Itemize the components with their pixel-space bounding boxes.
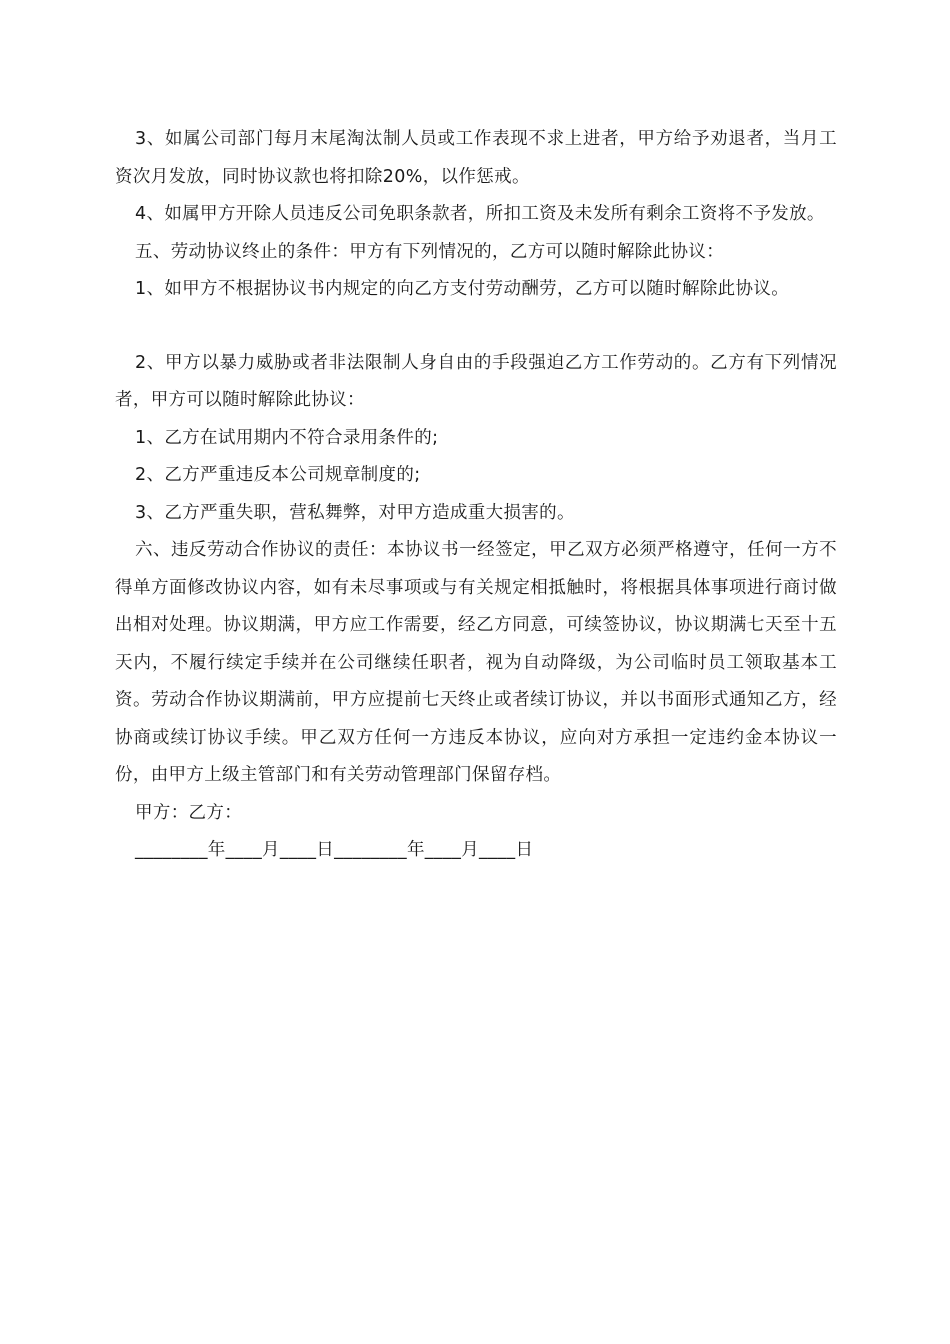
signature-date-line: ________年____月____日________年____月____日 [135, 840, 534, 860]
section-5-item-2: 2、甲方以暴力威胁或者非法限制人身自由的手段强迫乙方工作劳动的。乙方有下列情况者，甲方可以随时解除此协议： [115, 352, 837, 410]
clause-4-termination: 4、如属甲方开除人员违反公司免职条款者，所扣工资及未发所有剩余工资将不予发放。 [135, 204, 825, 224]
signature-parties: 甲方：乙方： [135, 802, 243, 823]
paragraph-gap [115, 309, 837, 345]
section-5-heading: 五、劳动协议终止的条件：甲方有下列情况的，乙方可以随时解除此协议： [135, 241, 725, 262]
section-5-item-1: 1、如甲方不根据协议书内规定的向乙方支付劳动酬劳，乙方可以随时解除此协议。 [135, 279, 790, 299]
party-b-condition-2: 2、乙方严重违反本公司规章制度的; [135, 465, 421, 485]
party-b-condition-1: 1、乙方在试用期内不符合录用条件的; [135, 427, 439, 448]
document-body [115, 121, 837, 870]
party-b-condition-3: 3、乙方严重失职，营私舞弊，对甲方造成重大损害的。 [135, 502, 575, 523]
clause-3-dismissal: 3、如属公司部门每月末尾淘汰制人员或工作表现不求上进者，甲方给予劝退者，当月工资次月发放，同时协议款也将扣除20%，以作惩戒。 [115, 129, 837, 187]
section-6-liability: 六、违反劳动合作协议的责任：本协议书一经签定，甲乙双方必须严格遵守，任何一方不得单方面修改协议内容，如有未尽事项或与有关规定相抵触时，将根据具体事项进行商讨做出相对处理。协议期满，甲方应工作需要，经乙方同意，可续签协议，协议期满七天至十五天内，不履行续定手续并在公司继续任职者，视为自动降级，为公司临时员工领取基本工资。劳动合作协议期满前，甲方应提前七天终止或者续订协议，并以书面形式通知乙方，经协商或续订协议手续。甲乙双方任何一方违反本协议，应向对方承担一定违约金本协议一份，由甲方上级主管部门和有关劳动管理部门保留存档。 [115, 540, 837, 785]
